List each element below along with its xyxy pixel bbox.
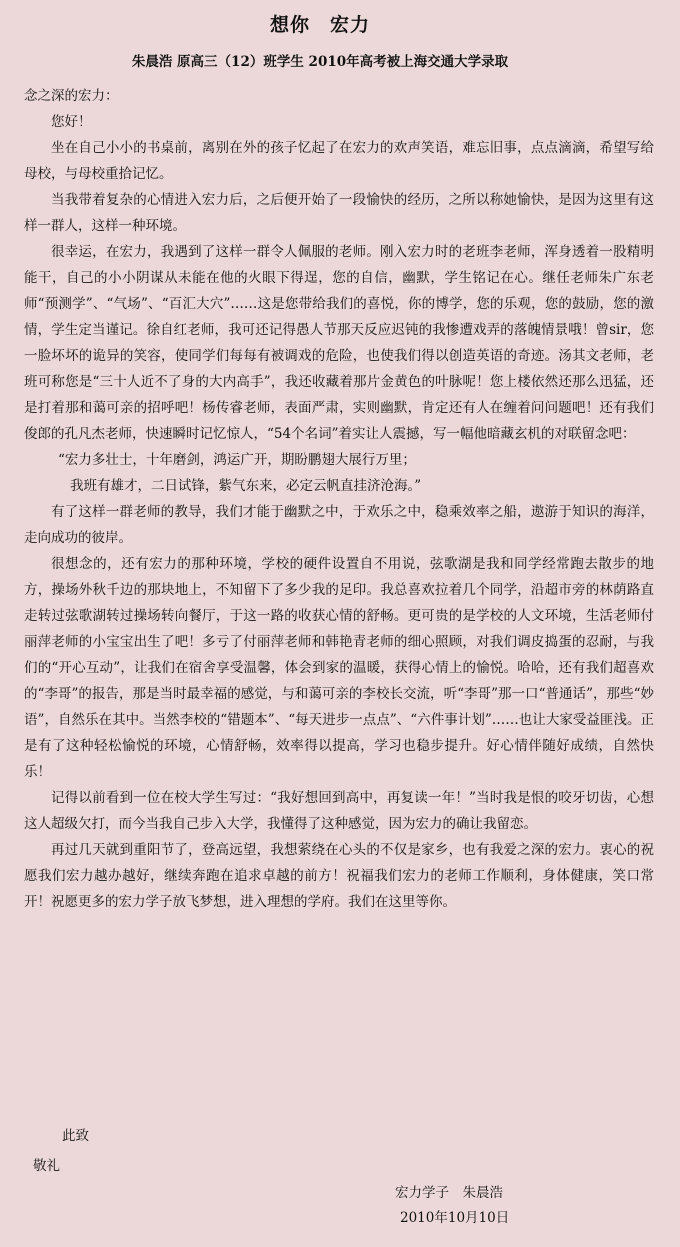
paragraph-2: 当我带着复杂的心情进入宏力后，之后便开始了一段愉快的经历，之所以称她愉快，是因为这里有这样一群人，这样一种环境。: [24, 192, 654, 234]
letter-date: 2010年10月10日: [400, 1210, 510, 1226]
letter-title: 想你 宏力: [269, 14, 370, 36]
paragraph-5: 很想念的，还有宏力的那种环境，学校的硬件设置自不用说，弦歌湖是我和同学经常跑去散步的地方，操场外秋千边的那块地上，不知留下了多少我的足印。我总喜欢拉着几个同学，沿超市旁的林荫路直走转过弦歌湖转过操场转向餐厅，于这一路的收获心情的舒畅。更可贵的是学校的人文环境，生活老师付丽萍老师的小宝宝出生了吧！多亏了付丽萍老师和韩艳青老师的细心照顾，对我们调皮捣蛋的忍耐，与我们的“开心互动”，让我们在宿舍享受温馨，体会到家的温暖，获得心情上的愉悦。哈哈，还有我们超喜欢的“李哥”的报告，那是当时最幸福的感觉，与和蔼可亲的李校长交流，听“李哥”那一口“普通话”，那些“妙语”，自然乐在其中。当然李校的“错题本”、“每天进步一点点”、“六件事计划”……也让大家受益匪浅。正是有了这种轻松愉悦的环境，心情舒畅，效率得以提高，学习也稳步提升。好心情伴随好成绩，自然快乐！: [24, 556, 654, 780]
paragraph-6: 记得以前看到一位在校大学生写过：“我好想回到高中，再复读一年！”当时我是恨的咬牙切齿，心想这人超级欠打，而今当我自己步入大学，我懂得了这种感觉，因为宏力的确让我留恋。: [24, 790, 654, 832]
letter-body: [24, 83, 654, 915]
letter-subtitle: 朱晨浩 原高三（12）班学生 2010年高考被上海交通大学录取: [131, 54, 509, 70]
closing-line-2: 敬礼: [33, 1158, 60, 1174]
paragraph-7: 再过几天就到重阳节了，登高远望，我想萦绕在心头的不仅是家乡，也有我爱之深的宏力。衷心的祝愿我们宏力越办越好，继续奔跑在追求卓越的前方！祝福我们宏力的老师工作顺利，身体健康，笑口常开！祝愿更多的宏力学子放飞梦想，进入理想的学府。我们在这里等你。: [24, 842, 654, 910]
greeting: 您好！: [51, 114, 92, 130]
poem-line-1: “宏力多壮士，十年磨剑，鸿运广开，期盼鹏翅大展行万里；: [58, 452, 416, 468]
poem-line-2: 我班有雄才，二日试锋，紫气东来，必定云帆直挂济沧海。”: [70, 478, 422, 494]
paragraph-1: 坐在自己小小的书桌前，离别在外的孩子忆起了在宏力的欢声笑语，难忘旧事，点点滴滴，希望写给母校，与母校重拾记忆。: [24, 140, 654, 182]
salutation: 念之深的宏力：: [24, 88, 119, 104]
paragraph-4: 有了这样一群老师的教导，我们才能于幽默之中，于欢乐之中，稳乘效率之船，遨游于知识的海洋，走向成功的彼岸。: [24, 504, 654, 546]
signature: 宏力学子 朱晨浩: [395, 1185, 503, 1201]
paragraph-3: 很幸运，在宏力，我遇到了这样一群令人佩服的老师。刚入宏力时的老班李老师，浑身透着一股精明能干，自己的小小阴谋从未能在他的火眼下得逞，您的自信，幽默，学生铭记在心。继任老师朱广东老师“预测学”、“气场”、“百汇大穴”……这是您带给我们的喜悦，你的博学，您的乐观，您的鼓励，您的激情，学生定当谨记。徐自红老师，我可还记得愚人节那天反应迟钝的我惨遭戏弄的落魄情景哦！曾sir，您一脸坏坏的诡异的笑容，使同学们每每有被调戏的危险，也使我们得以创造英语的奇迹。汤其文老师，老班可称您是“三十人近不了身的大内高手”，我还收藏着那片金黄色的叶脉呢！您上楼依然还那么迅猛，还是打着那和蔼可亲的招呼吧！杨传睿老师，表面严肃，实则幽默，肯定还有人在缠着问问题吧！还有我们俊郎的孔凡杰老师，快速瞬时记忆惊人，“54个名词”着实让人震撼，写一幅他暗藏玄机的对联留念吧：: [24, 244, 654, 442]
closing-line-1: 此致: [62, 1128, 89, 1144]
